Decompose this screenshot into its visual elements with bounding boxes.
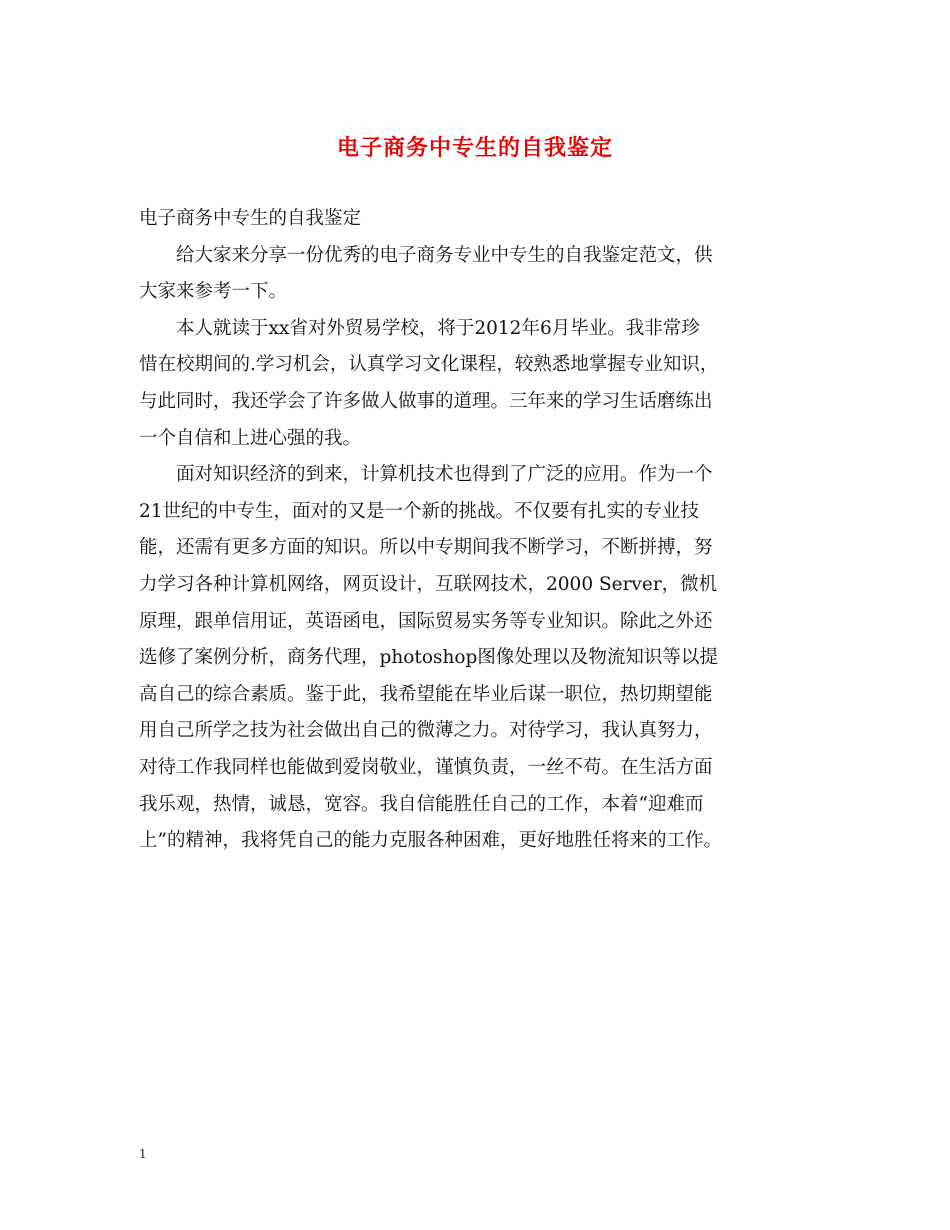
body-line: 对待工作我同样也能做到爱岗敬业，谨慎负责，一丝不苟。在生活方面 — [139, 756, 713, 778]
body-line: 能，还需有更多方面的知识。所以中专期间我不断学习，不断拼搏，努 — [139, 537, 713, 559]
body-line: 上”的精神，我将凭自己的能力克服各种困难，更好地胜任将来的工作。 — [139, 830, 722, 852]
body-line: 用自己所学之技为社会做出自己的微薄之力。对待学习，我认真努力， — [139, 720, 713, 742]
body-line: 选修了案例分析，商务代理，photoshop图像处理以及物流知识等以提 — [139, 647, 718, 669]
body-line: 一个自信和上进心强的我。 — [139, 427, 362, 449]
body-line: 高自己的综合素质。鉴于此，我希望能在毕业后谋一职位，热切期望能 — [139, 683, 713, 705]
body-line: 面对知识经济的到来，计算机技术也得到了广泛的应用。作为一个 — [176, 464, 713, 486]
page-number: 1 — [139, 1147, 147, 1161]
body-line: 力学习各种计算机网络，网页设计，互联网技术，2000 Server，微机 — [139, 573, 718, 595]
body-line: 惜在校期间的.学习机会，认真学习文化课程，较熟悉地掌握专业知识， — [139, 354, 719, 376]
body-line: 本人就读于xx省对外贸易学校，将于2012年6月毕业。我非常珍 — [176, 317, 700, 339]
body-line: 21世纪的中专生，面对的又是一个新的挑战。不仅要有扎实的专业技 — [139, 500, 700, 522]
body-line: 原理，跟单信用证，英语函电，国际贸易实务等专业知识。除此之外还 — [139, 610, 713, 632]
body-line: 与此同时，我还学会了许多做人做事的道理。三年来的学习生话磨练出 — [139, 390, 713, 412]
body-line-subtitle: 电子商务中专生的自我鉴定 — [139, 208, 362, 229]
body-line: 大家来参考一下。 — [139, 281, 288, 303]
body-line: 给大家来分享一份优秀的电子商务专业中专生的自我鉴定范文，供 — [176, 244, 713, 266]
document-title: 电子商务中专生的自我鉴定 — [336, 135, 613, 161]
body-line: 我乐观，热情，诚恳，宽容。我自信能胜任自己的工作，本着“迎难而 — [139, 793, 704, 815]
document-body — [139, 201, 819, 860]
